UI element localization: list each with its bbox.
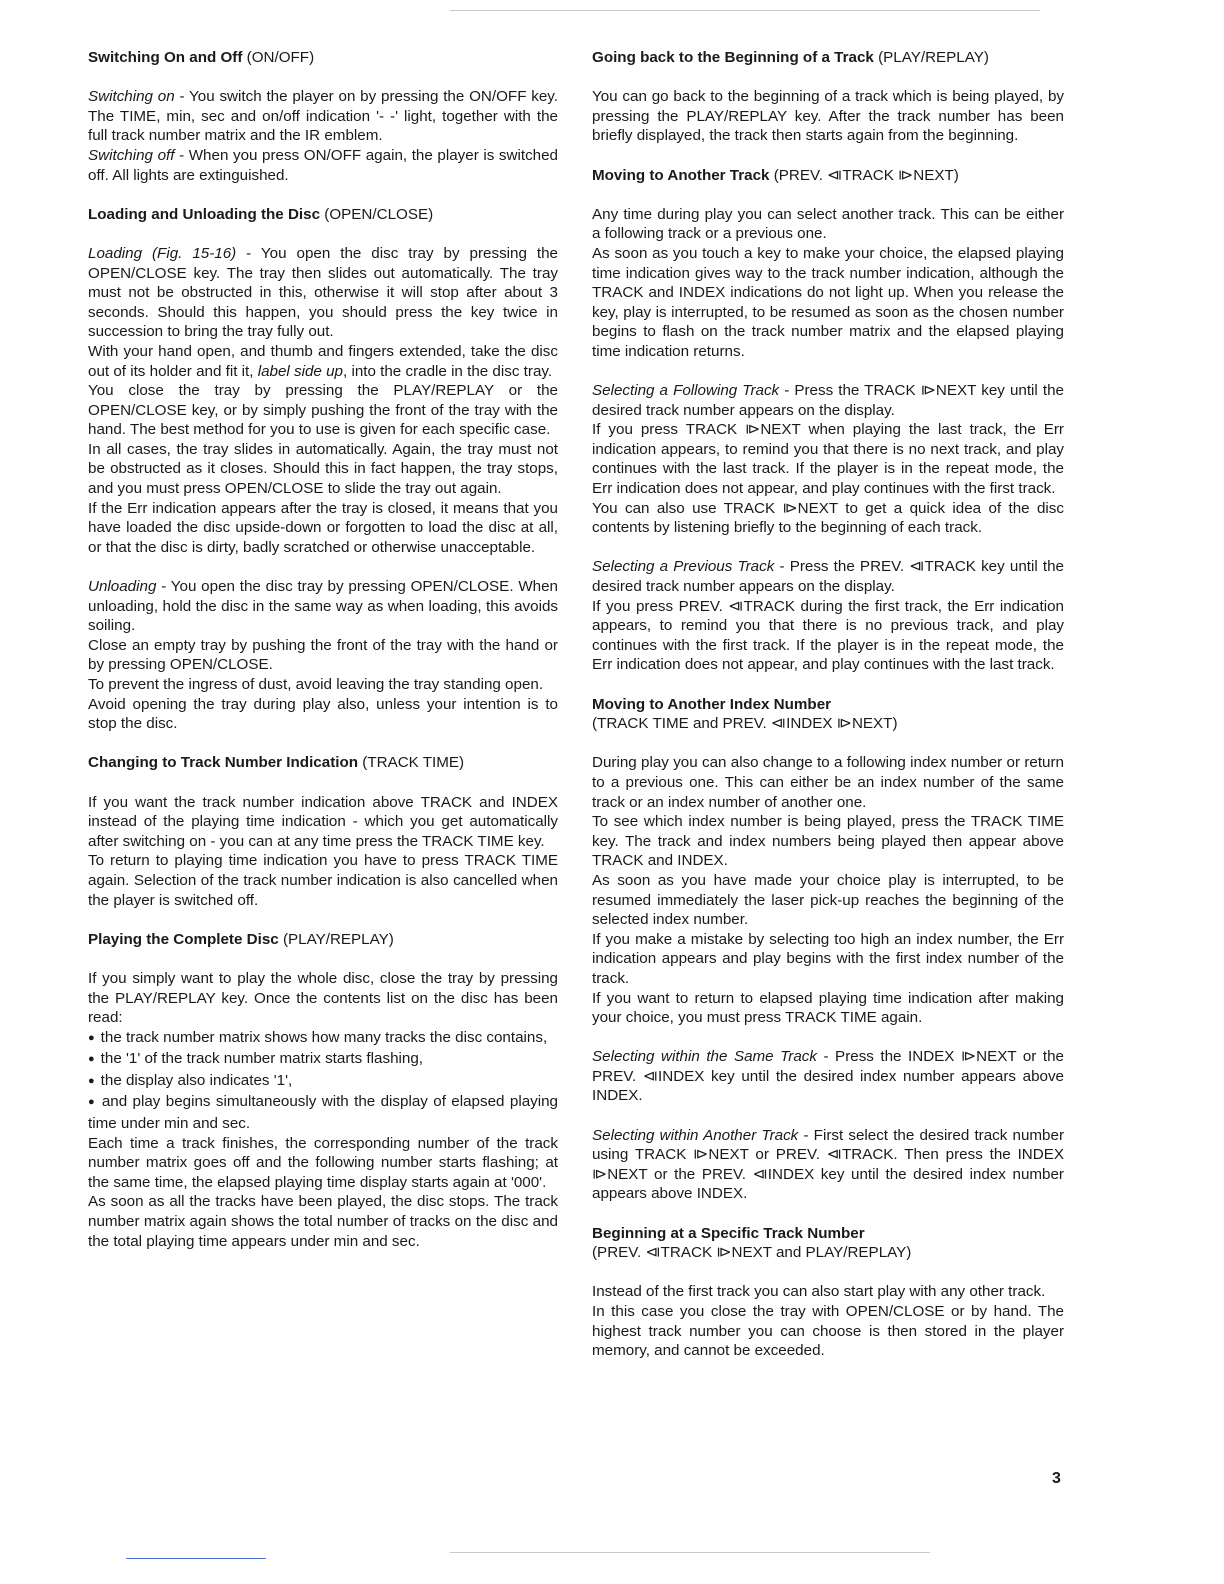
paragraph: If you want to return to elapsed playing time indication after making your choice, you must press TRACK TIME again. <box>592 989 1064 1027</box>
heading-switching-on-off: Switching On and Off (ON/OFF) <box>88 49 315 66</box>
paragraph: In this case you close the tray with OPEN/CLOSE or by hand. The highest track number you can choose is then stored in the player memory, and cannot be exceeded. <box>592 1303 1064 1360</box>
paragraph: To prevent the ingress of dust, avoid leaving the tray standing open. <box>88 676 544 693</box>
paragraph: Each time a track finishes, the corresponding number of the track number matrix goes off and the following number starts flashing; at the same time, the elapsed playing time display starts again at '000'. <box>88 1134 558 1191</box>
paragraph: Avoid opening the tray during play also, unless your intention is to stop the disc. <box>88 695 558 733</box>
section-playing-complete-disc <box>88 930 558 1252</box>
heading-index-number: Moving to Another Index Number (TRACK TIME and PREV. ⧏INDEX ⧐NEXT) <box>592 695 898 733</box>
bullet-item: ● the display also indicates '1', <box>88 1071 558 1093</box>
section-specific-track <box>592 1224 1064 1361</box>
heading-track-number-indication: Changing to Track Number Indication (TRACK TIME) <box>88 754 465 772</box>
bullet-item: ● the track number matrix shows how many tracks the disc contains, <box>88 1028 558 1050</box>
paragraph: Any time during play you can select another track. This can be either a following track or a previous one. <box>592 205 1064 243</box>
paragraph: As soon as you touch a key to make your choice, the elapsed playing time indication gives way to the track number indication, although the TRACK and INDEX indications do not light up. When you release the key, play is interrupted, to be resumed as soon as the chosen number begins to flash on the track number matrix and the elapsed playing time indication returns. <box>592 244 1064 360</box>
paragraph: If you press TRACK ⧐NEXT when playing the last track, the Err indication appears, to remind you that there is no next track, and play continues with the last track. If the player is in the repeat mode, the Err indication does not appear, and play continues with the first track. <box>592 421 1064 498</box>
paragraph: Switching on - You switch the player on by pressing the ON/OFF key. The TIME, min, sec and on/off indication '- -' light, together with the full track number matrix and the IR emblem. <box>88 88 558 145</box>
paragraph: If you make a mistake by selecting too high an index number, the Err indication appears and play begins with the first index number of the track. <box>592 930 1064 987</box>
paragraph: If you want the track number indication above TRACK and INDEX instead of the playing time indication - which you get automatically after switching on - you can at any time press the TRACK TIME key. <box>88 793 558 850</box>
paragraph: If you simply want to play the whole disc, close the tray by pressing the PLAY/REPLAY key. Once the contents list on the disc has been read: <box>88 969 558 1027</box>
paragraph: Instead of the first track you can also start play with any other track. <box>592 1283 1046 1301</box>
paragraph: As soon as you have made your choice play is interrupted, to be resumed immediately the laser pick-up reaches the beginning of the selected index number. <box>592 871 1064 929</box>
paragraph: With your hand open, and thumb and fingers extended, take the disc out of its holder and fit it, label side up, into the cradle in the disc tray. <box>88 342 558 380</box>
paragraph: In all cases, the tray slides in automatically. Again, the tray must not be obstructed as it closes. Should this in fact happen, the tray stops, and you must press OPEN/CLOSE to slide the tray out again. <box>88 440 558 498</box>
section-index-number <box>592 695 1064 1204</box>
paragraph: Selecting a Previous Track - Press the PREV. ⧏TRACK key until the desired track number appears on the display. <box>592 558 1065 596</box>
section-going-back <box>592 48 1064 146</box>
heading-another-track: Moving to Another Track (PREV. ⧏TRACK ⧐NEXT) <box>592 166 959 184</box>
paragraph: You can also use TRACK ⧐NEXT to get a quick idea of the disc contents by listening briefly to the beginning of each track. <box>592 499 1064 537</box>
paragraph: Selecting within Another Track - First select the desired track number using TRACK ⧐NEXT or PREV. ⧏TRACK. Then press the INDEX ⧐NEXT or the PREV. ⧏INDEX key until the desired index number appears above INDEX. <box>592 1126 1065 1203</box>
paragraph: Loading (Fig. 15-16) - You open the disc tray by pressing the OPEN/CLOSE key. The tray then slides out automatically. The tray must not be obstructed in this, otherwise it will stop after about 3 seconds. Should this happen, you should press the key twice in succession to bring the tray fully out. <box>88 244 558 341</box>
paragraph: Selecting a Following Track - Press the TRACK ⧐NEXT key until the desired track number appears on the display. <box>592 382 1064 419</box>
paragraph: You close the tray by pressing the PLAY/REPLAY or the OPEN/CLOSE key, or by simply pushing the front of the tray with the hand. The best method for you to use is given for each specific case. <box>88 382 558 439</box>
footer-link-underline <box>126 1558 266 1559</box>
paragraph: To see which index number is being played, press the TRACK TIME key. The track and index numbers being played then appear above TRACK and INDEX. <box>592 813 1064 870</box>
paragraph: Selecting within the Same Track - Press the INDEX ⧐NEXT or the PREV. ⧏INDEX key until the desired index number appears above INDEX. <box>592 1048 1064 1105</box>
right-column <box>592 48 1064 1380</box>
page-number: 3 <box>1052 1470 1061 1487</box>
section-loading-unloading <box>88 205 558 734</box>
section-switching-on-off <box>88 48 558 185</box>
left-column <box>88 48 558 1271</box>
section-another-track <box>592 166 1064 675</box>
heading-going-back: Going back to the Beginning of a Track (PLAY/REPLAY) <box>592 49 989 66</box>
paragraph: To return to playing time indication you have to press TRACK TIME again. Selection of the track number indication is also cancelled when the player is switched off. <box>88 852 558 909</box>
paragraph: As soon as all the tracks have been played, the disc stops. The track number matrix again shows the total number of tracks on the disc and the total playing time appears under min and sec. <box>88 1193 558 1250</box>
heading-playing-complete-disc: Playing the Complete Disc (PLAY/REPLAY) <box>88 930 394 948</box>
heading-loading-unloading: Loading and Unloading the Disc (OPEN/CLOSE) <box>88 205 434 223</box>
paragraph: You can go back to the beginning of a track which is being played, by pressing the PLAY/REPLAY key. After the track number has been briefly displayed, the track then starts again from the beginning. <box>592 88 1064 145</box>
scan-artifact-top <box>450 10 1040 11</box>
heading-specific-track: Beginning at a Specific Track Number (PREV. ⧏TRACK ⧐NEXT and PLAY/REPLAY) <box>592 1224 912 1262</box>
scan-artifact-bottom <box>450 1552 930 1553</box>
bullet-item: ● the '1' of the track number matrix starts flashing, <box>88 1049 558 1071</box>
paragraph: If you press PREV. ⧏TRACK during the first track, the Err indication appears, to remind you that there is no previous track, and play continues with the first track. If the player is in the repeat mode, the Err indication does not appear, and play continues with the last track. <box>592 597 1064 674</box>
paragraph: Close an empty tray by pushing the front of the tray with the hand or by pressing OPEN/CLOSE. <box>88 636 558 674</box>
bullet-item: ● and play begins simultaneously with the display of elapsed playing time under min and sec. <box>88 1092 558 1133</box>
paragraph: If the Err indication appears after the tray is closed, it means that you have loaded the disc upside-down or forgotten to load the disc at all, or that the disc is dirty, badly scratched or otherwise unacceptable. <box>88 499 558 556</box>
paragraph: Unloading - You open the disc tray by pressing OPEN/CLOSE. When unloading, hold the disc in the same way as when loading, this avoids soiling. <box>88 578 558 635</box>
paragraph: Switching off - When you press ON/OFF again, the player is switched off. All lights are extinguished. <box>88 146 558 184</box>
section-track-number-indication <box>88 753 558 910</box>
paragraph: During play you can also change to a following index number or return to a previous one. This can either be an index number of the same track or an index number of another one. <box>592 754 1064 811</box>
